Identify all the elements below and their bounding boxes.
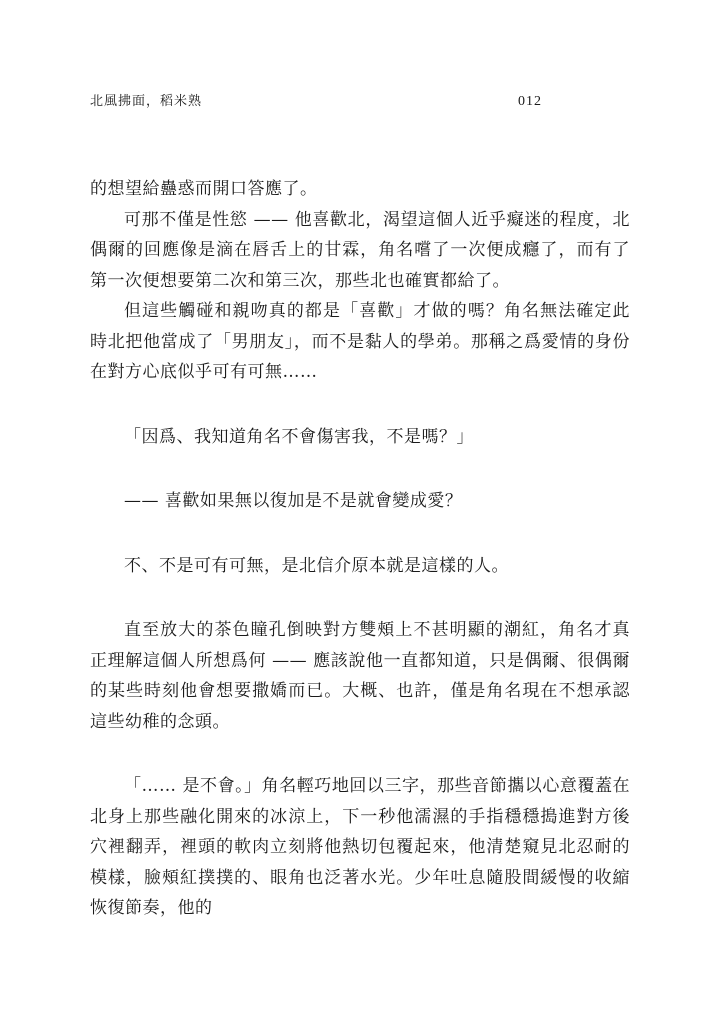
paragraph-6: 不、不是可有可無，是北信介原本就是這樣的人。 [124,555,509,576]
paragraph-8: 「…… 是不會。」角名輕巧地回以三字，那些音節攜以心意覆蓋在北身上那些融化開來的冰涼上，下一秒他濡濕的手指穩穩搗進對方後穴裡翻弄，裡頭的軟肉立刻將他熱切包覆起來，他清楚窺見北忍耐的模樣，臉頰紅撲撲的、眼角也泛著水光。少年吐息隨股間緩慢的收縮恢復節奏，他的 [90,776,630,918]
spacer [90,388,630,422]
paragraph-3: 但這些觸碰和親吻真的都是「喜歡」才做的嗎？角名無法確定此時北把他當成了「男朋友」，而不是黏人的學弟。那稱之爲愛情的身份在對方心底似乎可有可無…… [90,301,630,382]
spacer [90,581,630,615]
paragraph-7: 直至放大的茶色瞳孔倒映對方雙頰上不甚明顯的潮紅，角名才真正理解這個人所想爲何 —— 應該說他一直都知道，只是偶爾、很偶爾的某些時刻他會想要撒嬌而已。大概、也許，僅是角名現在不想承認這些幼稚的念頭。 [90,620,630,732]
paragraph-4: 「因爲、我知道角名不會傷害我，不是嗎？」 [124,426,474,447]
paragraph-1: 的想望給蠱惑而開口答應了。 [90,179,318,199]
spacer [90,517,630,551]
page-header [90,92,542,112]
page-body [90,174,630,924]
paragraph-2: 可那不僅是性慾 —— 他喜歡北，渴望這個人近乎癡迷的程度，北偶爾的回應像是滴在唇舌上的甘霖，角名嚐了一次便成癮了，而有了第一次便想要第二次和第三次，那些北也確實都給了。 [90,209,630,291]
page-number: 012 [518,94,542,109]
paragraph-5: —— 喜歡如果無以復加是不是就會變成愛？ [124,491,463,511]
spacer [90,452,630,486]
book-title: 北風拂面，稻米熟 [90,94,203,109]
spacer [90,737,630,771]
